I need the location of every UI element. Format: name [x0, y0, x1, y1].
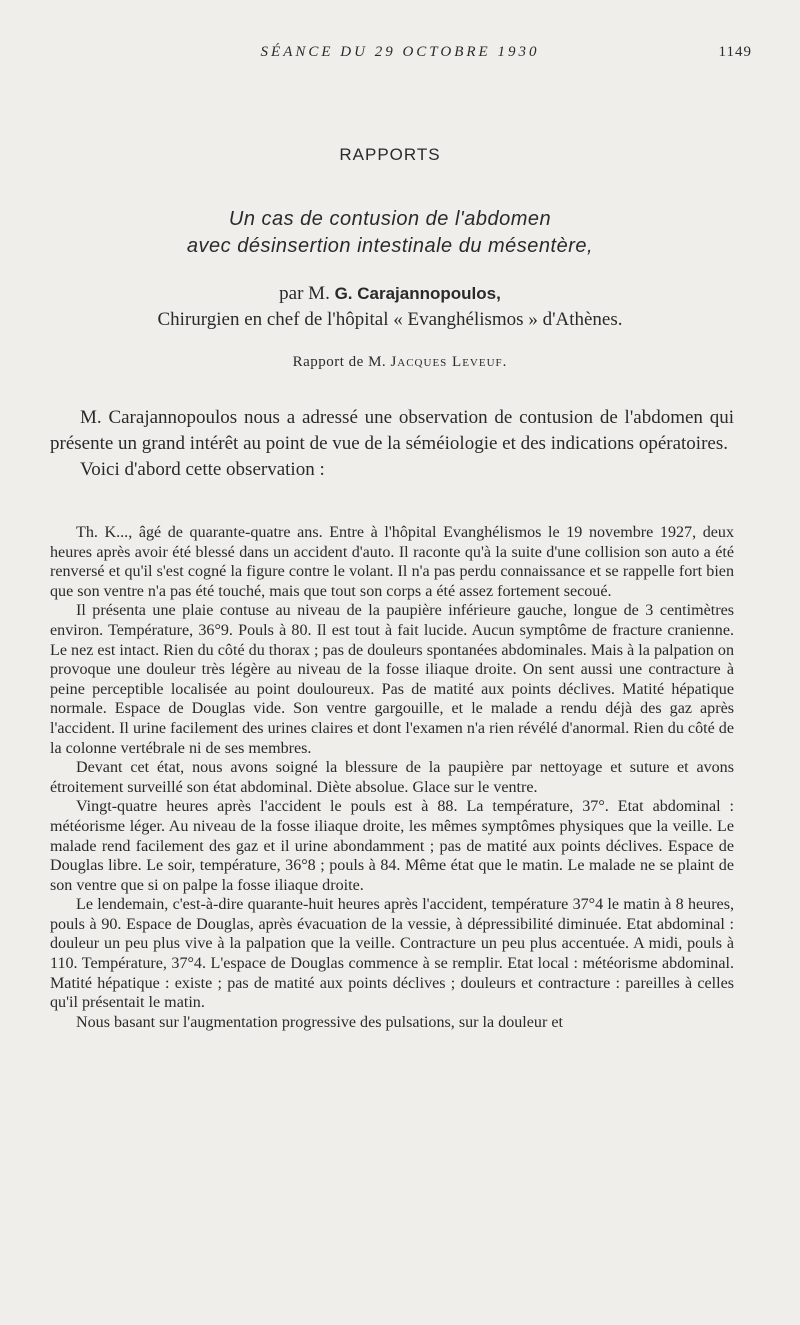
observation-text — [50, 523, 734, 1032]
intro-paragraph: Voici d'abord cette observation : — [80, 459, 325, 480]
section-title: RAPPORTS — [339, 145, 441, 164]
byline — [0, 281, 780, 333]
observation-paragraph: Nous basant sur l'augmentation progressive des pulsations, sur la douleur et — [76, 1013, 563, 1031]
running-head: SÉANCE DU 29 OCTOBRE 1930 — [260, 44, 540, 60]
observation-paragraph: Il présenta une plaie contuse au niveau de la paupière inférieure gauche, longue de 3 centimètres environ. Température, 36°9. Pouls à 80. Il est tout à fait lucide. Aucun symptôme de fracture cranienne. Le nez est intact. Rien du côté du thorax ; pas de douleurs spontanées abdominales. Mais à la palpation on provoque une douleur très légère au niveau de la fosse iliaque droite. On sent aussi une contracture à peine perceptible localisée au point douloureux. Pas de matité aux points déclives. Matité hépatique normale. Espace de Douglas vide. Son ventre gargouille, et le malade a rendu déjà des gaz après l'accident. Il urine facilement des urines claires et dont l'examen n'a rien révélé d'anormal. Rien du côté de la colonne vertébrale ni de ses membres. — [50, 602, 734, 757]
author-name: G. Carajannopoulos, — [334, 284, 501, 303]
page-number: 1149 — [718, 44, 752, 60]
observation-paragraph: Le lendemain, c'est-à-dire quarante-huit heures après l'accident, température 37°4 le matin à 8 heures, pouls à 90. Espace de Douglas, après évacuation de la vessie, à dépressibilité diminuée. Etat abdominal : douleur un peu plus vive à la palpation que la veille. Contracture un peu plus accentuée. A midi, pouls à 110. Température, 37°4. L'espace de Douglas commence à se remplir. Etat local : météorisme abdominal. Matité hépatique : existe ; pas de matité aux points déclives ; douleurs et contracture : pareilles à celles qu'il présentait le matin. — [50, 896, 734, 1012]
intro-paragraph: M. Carajannopoulos nous a adressé une observation de contusion de l'abdomen qui présente un grand intérêt au point de vue de la séméiologie et des indications opératoires. — [50, 407, 734, 454]
observation-paragraph: Vingt-quatre heures après l'accident le pouls est à 88. La température, 37°. Etat abdominal : météorisme léger. Au niveau de la fosse iliaque droite, les mêmes symptômes physiques que la veille. Le malade rend facilement des gaz et il urine abondamment ; pas de matité aux points déclives. Espace de Douglas libre. Le soir, température, 36°8 ; pouls à 84. Même état que le matin. Le malade ne se plaint de son ventre que si on palpe la fosse iliaque droite. — [50, 798, 734, 894]
report-prefix: Rapport de M. — [292, 354, 391, 370]
article-title — [0, 206, 780, 260]
byline-author-line — [0, 281, 780, 307]
observation-paragraph: Th. K..., âgé de quarante-quatre ans. Entre à l'hôpital Evanghélismos le 19 novembre 1927, deux heures après avoir été blessé dans un accident d'auto. Il raconte qu'à la suite d'une collision son auto a été renversé et qu'il s'est cogné la figure contre le volant. Il n'a pas perdu connaissance et se rappelle fort bien que son ventre n'a pas été touché, mais que tout son corps a été assez fortement secoué. — [50, 524, 734, 600]
byline-prefix: par M. — [279, 283, 335, 304]
reporter-name: Jacques Leveuf. — [390, 354, 508, 370]
article-title-line-2: avec désinsertion intestinale du mésentère, — [186, 235, 594, 257]
article-title-line-1: Un cas de contusion de l'abdomen — [228, 208, 552, 230]
author-affiliation: Chirurgien en chef de l'hôpital « Evanghélismos » d'Athènes. — [157, 309, 623, 330]
observation-paragraph: Devant cet état, nous avons soigné la blessure de la paupière par nettoyage et suture et avons étroitement surveillé son état abdominal. Diète absolue. Glace sur le ventre. — [50, 759, 734, 796]
intro-text — [50, 405, 734, 483]
report-attribution — [0, 354, 800, 371]
